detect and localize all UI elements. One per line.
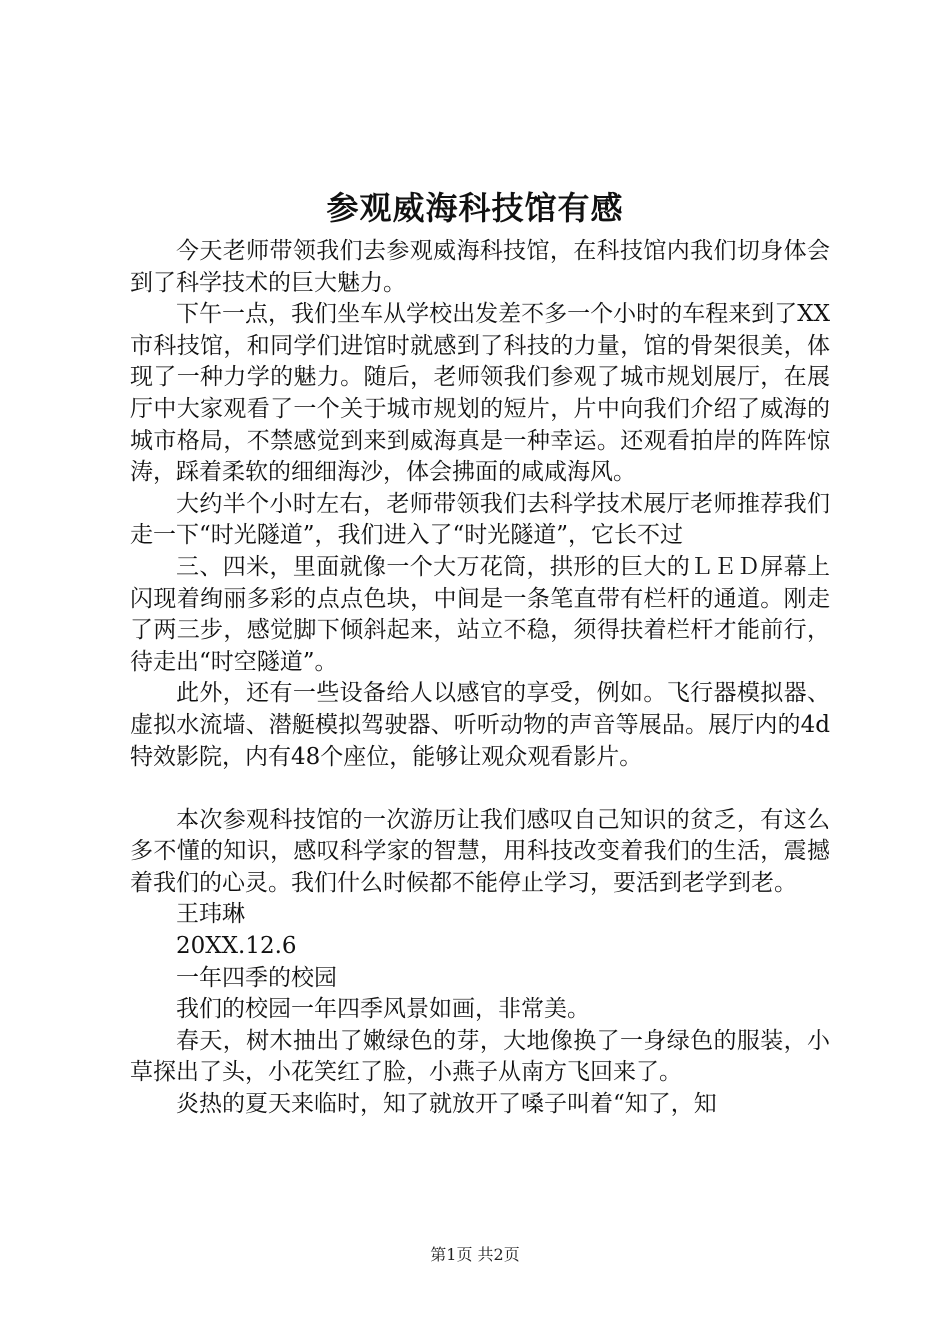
page-number-footer: 第1页 共2页 bbox=[430, 1245, 520, 1264]
paragraph-1: 今天老师带领我们去参观威海科技馆，在科技馆内我们切身体会到了科学技术的巨大魅力。 bbox=[130, 238, 830, 296]
author-name: 王玮琳 bbox=[176, 901, 245, 928]
paragraph-2: 下午一点，我们坐车从学校出发差不多一个小时的车程来到了XX市科技馆，和同学们进馆时就感到了科技的力量，馆的骨架很美，体现了一种力学的魅力。随后，老师领我们参观了城市规划展厅，在展厅中大家观看了一个关于城市规划的短片，片中向我们介绍了威海的城市格局，不禁感觉到来到威海真是一种幸运。还观看拍岸的阵阵惊涛，踩着柔软的细细海沙，体会拂面的咸咸海风。 bbox=[130, 301, 830, 486]
paragraph-3: 大约半个小时左右，老师带领我们去科学技术展厅老师推荐我们走一下“时光隧道”，我们进入了“时光隧道”，它长不过 bbox=[130, 490, 830, 549]
document-body bbox=[130, 236, 830, 1121]
next-article-title: 一年四季的校园 bbox=[176, 964, 337, 991]
paragraph-4: 三、四米，里面就像一个大万花筒，拱形的巨大的ＬＥＤ屏幕上闪现着绚丽多彩的点点色块，中间是一条笔直带有栏杆的通道。刚走了两三步，感觉脚下倾斜起来，站立不稳，须得扶着栏杆才能前行，待走出“时空隧道”。 bbox=[130, 553, 830, 675]
paragraph-5: 此外，还有一些设备给人以感官的享受，例如。飞行器模拟器、虚拟水流墙、潜艇模拟驾驶器、听听动物的声音等展品。展厅内的4d特效影院，内有48个座位，能够让观众观看影片。 bbox=[130, 680, 830, 770]
document-date: 20XX.12.6 bbox=[176, 933, 297, 960]
next-paragraph-2: 春天，树木抽出了嫩绿色的芽，大地像换了一身绿色的服装，小草探出了头，小花笑红了脸，小燕子从南方飞回来了。 bbox=[130, 1027, 830, 1086]
next-paragraph-3: 炎热的夏天来临时，知了就放开了嗓子叫着“知了，知 bbox=[176, 1091, 717, 1118]
next-paragraph-1: 我们的校园一年四季风景如画，非常美。 bbox=[176, 996, 590, 1023]
paragraph-6: 本次参观科技馆的一次游历让我们感叹自己知识的贫乏，有这么多不懂的知识，感叹科学家的智慧，用科技改变着我们的生活，震撼着我们的心灵。我们什么时候都不能停止学习，要活到老学到老。 bbox=[130, 806, 830, 896]
document-title: 参观威海科技馆有感 bbox=[326, 189, 624, 227]
